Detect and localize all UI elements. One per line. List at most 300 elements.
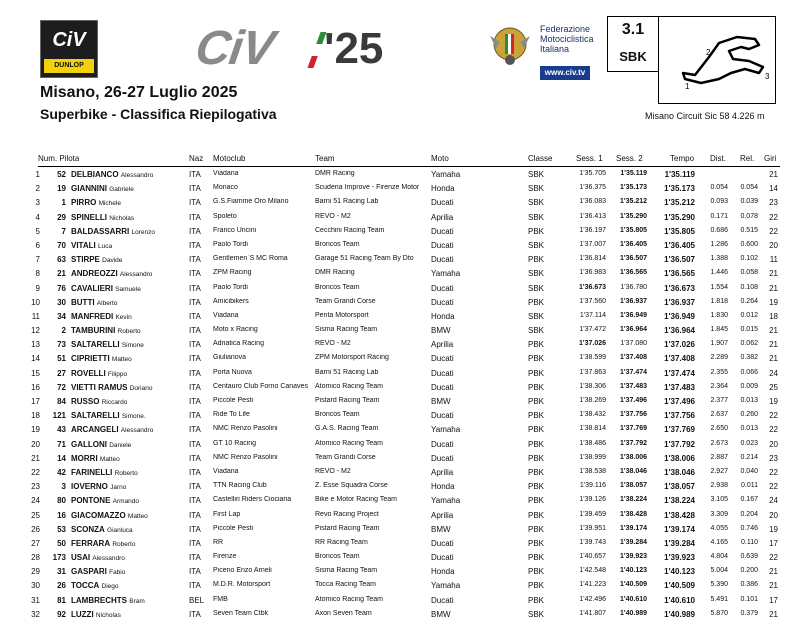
fmi-name [540,24,594,54]
class: PBK [528,297,545,307]
rider-surname: PONTONE [71,496,111,506]
rider-firstname: Diego [101,583,119,591]
gap-previous: 0.110 [741,538,758,546]
motoclub: RR [213,538,224,546]
class: PBK [528,368,545,378]
best-time: 1'36.949 [664,311,695,321]
laps: 14 [769,184,778,194]
col-moto: Moto [431,154,449,163]
gap-leader: 4.804 [710,553,728,561]
rider-firstname: Matteo [111,356,132,364]
col-num-pilota: Num. Pilota [38,154,80,163]
motoclub: Gentlemen`S MC Roma [213,255,288,263]
team: Team Grandi Corse [315,453,376,461]
table-row [0,267,800,281]
motoclub: First Lap [213,510,241,518]
motoclub: Adriatica Racing [213,340,264,348]
gap-leader: 1.388 [710,255,728,263]
position: 8 [35,269,40,279]
motoclub: GT 10 Racing [213,439,257,447]
session-2-time: 1'37.769 [620,425,647,433]
motorcycle: Ducati [431,240,454,250]
table-row [0,480,800,494]
team: Barni 51 Racing Lab [315,368,379,376]
class-badge: SBK [619,49,647,64]
gap-previous: 0.054 [740,184,758,192]
nation: ITA [189,553,201,563]
gap-previous: 0.040 [740,467,758,475]
rider-number: 2 [61,326,66,336]
laps: 19 [769,397,778,406]
team: RR Racing Team [315,538,368,546]
motorcycle: Ducati [431,411,454,421]
nation: ITA [189,240,201,250]
best-time: 1'36.565 [664,269,695,279]
session-1-time: 1'36.413 [579,212,606,220]
header-divider [38,166,780,167]
col-naz: Naz [189,154,204,163]
rider-surname: VITALI [71,240,96,250]
session-2-time: 1'36.949 [620,311,647,319]
nation: ITA [189,198,201,208]
rider-name [71,284,186,293]
rider-number: 63 [57,255,66,265]
rider-firstname: Luca [97,242,113,250]
gap-previous: 0.101 [740,595,758,603]
session-2-time: 1'36.780 [620,283,647,291]
motorcycle: Aprilia [431,467,454,477]
gap-previous: 0.600 [740,240,758,248]
best-time: 1'37.769 [664,425,695,435]
laps: 25 [769,382,778,392]
team: Broncos Team [315,411,360,419]
table-row [0,608,800,622]
team: Axon Seven Team [315,609,372,617]
rider-number: 71 [57,439,66,449]
rider-firstname: Bram [129,597,145,605]
gap-leader: 0.686 [710,226,728,234]
class: SBK [528,240,545,250]
gap-previous: 0.214 [740,453,758,461]
class: PBK [528,595,545,605]
rider-surname: LUZZI [71,609,94,619]
gap-previous: 0.386 [740,581,758,589]
laps: 22 [769,482,778,492]
team: Scuderia Improve - Firenze Motor [315,184,420,192]
motorcycle: Honda [431,311,455,321]
team: Broncos Team [315,240,360,248]
rider-name [71,581,186,590]
team: Revo Racing Project [315,510,379,518]
team: Penta Motorsport [315,311,369,319]
rider-surname: FERRARA [71,538,111,548]
laps: 24 [769,496,778,506]
best-time: 1'36.405 [664,240,695,250]
session-1-time: 1'39.743 [579,538,606,546]
class: SBK [528,184,545,194]
rider-surname: MORRI [71,453,98,463]
best-time: 1'36.937 [664,297,695,307]
motorcycle: Honda [431,184,455,194]
rider-name [71,553,186,562]
motoclub: Moto x Racing [213,326,258,334]
rider-firstname: Michele [98,200,121,208]
best-time: 1'37.483 [664,382,695,392]
gap-previous: 0.013 [740,397,758,404]
gap-previous: 0.167 [740,496,758,504]
laps: 21 [769,340,778,350]
nation: ITA [189,567,201,577]
best-time: 1'35.805 [664,226,695,236]
session-1-time: 1'36.083 [579,198,606,206]
rider-surname: IOVERNO [71,482,108,492]
rider-surname: ARCANGELI [71,425,119,435]
session-1-time: 1'35.705 [579,170,606,177]
fmi-line-2: Motociclistica [540,34,594,44]
rider-number: 53 [57,524,66,534]
motoclub: Monaco [213,184,238,192]
motorcycle: Ducati [431,255,454,265]
position: 15 [31,368,40,378]
nation: ITA [189,467,201,477]
best-time: 1'36.673 [664,283,695,293]
nation: ITA [189,382,201,392]
laps: 23 [769,198,778,208]
motorcycle: Yamaha [431,425,461,435]
session-2-time: 1'37.496 [620,397,647,404]
motorcycle: Ducati [431,297,454,307]
rider-firstname: Armando [112,498,140,506]
rider-number: 26 [57,581,66,591]
best-time: 1'40.509 [664,581,695,591]
motoclub: Giulianova [213,354,247,362]
class: PBK [528,226,545,236]
rider-number: 72 [57,382,66,392]
laps: 11 [769,255,778,265]
nation: ITA [189,524,201,534]
gap-leader: 0.093 [710,198,728,206]
table-row [0,579,800,593]
motoclub: Castelliri Riders Ciociaria [213,496,292,504]
position: 5 [35,226,40,236]
session-2-time: 1'37.792 [620,439,647,447]
rider-name [71,468,186,477]
team: Z. Esse Squadra Corse [315,482,388,490]
col-dist: Dist. [710,154,726,163]
motorcycle: Honda [431,482,455,492]
rider-number: 84 [57,397,66,406]
col-sess1: Sess. 1 [576,154,603,163]
gap-previous: 0.200 [740,567,758,575]
class: SBK [528,609,545,619]
team: Pistard Racing Team [315,397,380,404]
rider-number: 81 [57,595,66,605]
rider-number: 51 [57,354,66,364]
laps: 21 [769,567,778,577]
rider-surname: GALLONI [71,439,107,449]
position: 25 [31,510,40,520]
team: Tocca Racing Team [315,581,376,589]
rider-name [71,269,186,278]
motorcycle: BMW [431,524,451,534]
laps: 21 [769,326,778,336]
civ-logo [40,20,98,78]
rider-name [71,383,186,392]
rider-surname: ROVELLI [71,368,106,378]
rider-surname: CIPRIETTI [71,354,110,364]
rider-number: 50 [57,538,66,548]
nation: ITA [189,609,201,619]
motorcycle: Ducati [431,283,454,293]
table-row [0,395,800,409]
rider-name [71,482,186,491]
session-2-time: 1'35.212 [620,198,647,206]
class: SBK [528,170,545,179]
rider-number: 1 [61,198,66,208]
session-1-time: 1'37.007 [579,240,606,248]
rider-name [71,496,186,505]
team: Team Grandi Corse [315,297,376,305]
rider-firstname: Jarno [110,484,127,492]
best-time: 1'36.507 [664,255,695,265]
position: 9 [35,283,40,293]
rider-number: 70 [57,240,66,250]
rider-firstname: Simone. [121,413,146,421]
rider-surname: BUTTI [71,297,95,307]
nation: ITA [189,283,201,293]
laps: 24 [769,368,778,378]
nation: ITA [189,397,201,406]
civ-website-link[interactable]: www.civ.tv [540,66,590,80]
laps: 22 [769,212,778,222]
table-row [0,565,800,579]
best-time: 1'38.428 [664,510,695,520]
rider-firstname: Matteo [127,512,148,520]
gap-leader: 2.938 [710,482,728,490]
col-team: Team [315,154,335,163]
class: PBK [528,553,545,563]
motorcycle: BMW [431,326,451,336]
gap-previous: 0.639 [740,553,758,561]
table-row [0,253,800,267]
page-title: Misano, 26-27 Luglio 2025 [40,84,238,101]
rider-firstname: Matteo [99,455,120,463]
gap-leader: 1.286 [710,240,728,248]
session-2-time: 1'35.119 [620,170,647,177]
best-time: 1'39.923 [664,553,695,563]
rider-firstname: Alessandro [120,427,154,435]
session-2-time: 1'35.805 [620,226,647,234]
motorcycle: Aprilia [431,510,454,520]
table-row [0,551,800,565]
rider-name [71,369,186,378]
laps: 19 [769,524,778,534]
motorcycle: Ducati [431,439,454,449]
class: PBK [528,524,545,534]
best-time: 1'35.119 [664,170,695,179]
rider-firstname: Lorenzo [131,228,155,236]
session-1-time: 1'38.599 [579,354,606,362]
laps: 22 [769,425,778,435]
position: 4 [35,212,40,222]
position: 17 [31,397,40,406]
class: PBK [528,255,545,265]
motoclub: NMC Renzo Pasolini [213,425,278,433]
best-time: 1'37.474 [664,368,695,378]
motoclub: Paolo Tordi [213,240,248,248]
table-row [0,338,800,352]
rider-number: 21 [57,269,66,279]
best-time: 1'35.212 [664,198,695,208]
gap-leader: 1.907 [710,340,728,348]
session-1-time: 1'36.983 [579,269,606,277]
session-2-time: 1'38.428 [620,510,647,518]
team: Pistard Racing Team [315,524,380,532]
best-time: 1'37.026 [664,340,695,350]
motoclub: Firenze [213,553,237,561]
session-1-time: 1'36.814 [579,255,606,263]
rider-firstname: Nicholas [109,214,135,222]
table-row [0,182,800,196]
motorcycle: Ducati [431,538,454,548]
motoclub: Paolo Tordi [213,283,248,291]
position: 11 [31,311,40,321]
rider-name [71,539,186,548]
rider-surname: GASPARI [71,567,107,577]
motoclub: Centauro Club Forno Canaves [213,382,308,390]
gap-previous: 0.264 [740,297,758,305]
table-row [0,423,800,437]
nation: ITA [189,255,201,265]
dunlop-logo: DUNLOP [44,59,94,73]
nation: ITA [189,212,201,222]
team: Atomico Racing Team [315,439,383,447]
best-time: 1'38.057 [664,482,695,492]
corner-2-label: 2 [706,48,711,57]
table-row [0,594,800,608]
session-2-time: 1'38.046 [620,467,647,475]
rider-firstname: Alessandro [92,555,125,563]
session-1-time: 1'39.126 [579,496,606,504]
nation: ITA [189,184,201,194]
page-subtitle: Superbike - Classifica Riepilogativa [40,106,277,122]
motorcycle: Ducati [431,226,454,236]
gap-leader: 3.105 [710,496,728,504]
session-1-time: 1'39.116 [579,482,606,490]
rider-surname: TOCCA [71,581,100,591]
gap-previous: 0.009 [740,382,758,390]
table-row [0,196,800,210]
session-1-time: 1'37.114 [579,311,606,319]
class: PBK [528,482,545,492]
gap-leader: 0.171 [710,212,728,220]
gap-leader: 2.355 [710,368,728,376]
rider-number: 14 [57,453,66,463]
table-row [0,438,800,452]
nation: ITA [189,354,201,364]
laps: 21 [769,354,778,364]
team: Garage 51 Racing Team By Dto [315,255,414,263]
gap-leader: 3.309 [710,510,728,518]
session-2-time: 1'40.123 [620,567,647,575]
rider-name [71,326,186,335]
nation: ITA [189,269,201,279]
motorcycle: Ducati [431,553,454,563]
class: PBK [528,354,545,364]
motorcycle: Ducati [431,198,454,208]
class: PBK [528,425,545,435]
rider-number: 121 [52,411,66,421]
gap-leader: 1.818 [710,297,728,305]
session-2-time: 1'37.756 [620,411,647,419]
motoclub: ZPM Racing [213,269,252,277]
rider-number: 43 [57,425,66,435]
rider-name [71,610,186,619]
gap-leader: 1.446 [710,269,728,277]
session-2-time: 1'36.937 [620,297,647,305]
best-time: 1'38.224 [664,496,695,506]
motoclub: TTN Racing Club [213,482,267,490]
motorcycle: Ducati [431,453,454,463]
track-map-icon [659,17,775,103]
rider-firstname: Nicholas [95,611,121,619]
motorcycle: BMW [431,609,451,619]
session-2-time: 1'36.405 [620,240,647,248]
laps: 22 [769,411,778,421]
rider-surname: RUSSO [71,397,100,406]
session-2-time: 1'37.474 [620,368,647,376]
rider-name [71,340,186,349]
gap-previous: 0.108 [740,283,758,291]
nation: ITA [189,496,201,506]
gap-previous: 0.260 [740,411,758,419]
table-row [0,324,800,338]
table-row [0,381,800,395]
rider-surname: TAMBURINI [71,326,116,336]
rider-name [71,213,186,222]
rider-number: 19 [57,184,66,194]
table-header [0,154,800,166]
class: SBK [528,212,545,222]
table-row [0,409,800,423]
position: 2 [35,184,40,194]
rider-firstname: Samuele [115,285,141,293]
laps: 22 [769,467,778,477]
session-2-time: 1'38.006 [620,453,647,461]
position: 14 [31,354,40,364]
laps: 21 [769,269,778,279]
gap-previous: 0.066 [740,368,758,376]
position: 12 [31,326,40,336]
motoclub: Porta Nuova [213,368,252,376]
session-2-time: 1'38.057 [620,482,647,490]
team: Broncos Team [315,283,360,291]
gap-leader: 2.887 [710,453,728,461]
gap-previous: 0.058 [740,269,758,277]
gap-previous: 0.013 [740,425,758,433]
gap-previous: 0.011 [741,482,758,490]
motorcycle: Ducati [431,595,454,605]
rider-firstname: Riccardo [101,399,128,406]
class: PBK [528,397,545,406]
table-row [0,352,800,366]
doc-number: 3.1 [621,21,645,38]
results-table [0,168,800,622]
col-classe: Classe [528,154,553,163]
rider-name [71,425,186,434]
session-1-time: 1'41.223 [579,581,606,589]
motorcycle: Aprilia [431,340,454,350]
